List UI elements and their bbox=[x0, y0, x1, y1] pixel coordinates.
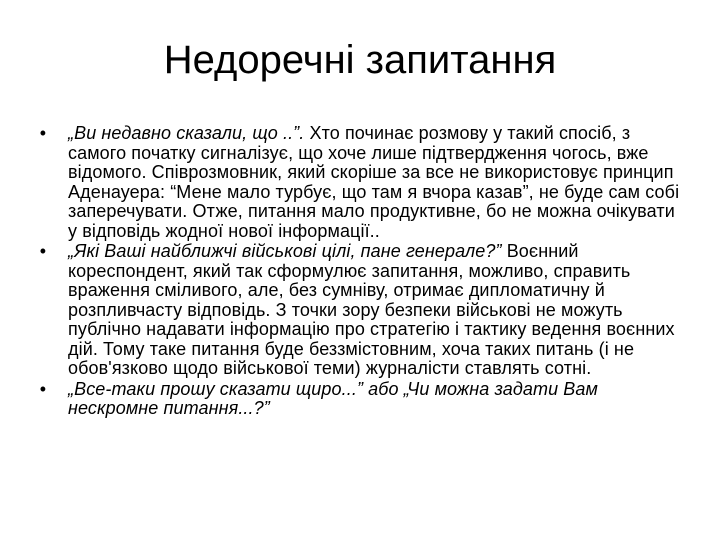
bullet-icon: • bbox=[39, 123, 47, 143]
bullet-italic-text: „Які Ваші найближчі військові цілі, пане генерале?” bbox=[68, 241, 502, 261]
bullet-italic-text: „Ви недавно сказали, що ..”. bbox=[68, 123, 305, 143]
bullet-text: Хто починає розмову у такий спосіб, з самого початку сигналізує, що хоче лише підтвердження чогось, вже відомого. Співрозмовник, який скоріше за все не використовує принцип Аденауера: “Мене мало турбує, що там я вчора казав”, не буде сам собі заперечувати. Отже, питання мало продуктивне, бо не можна очікувати у відповідь жодної нової інформації.. bbox=[68, 123, 680, 241]
bullet-icon: • bbox=[39, 378, 47, 399]
bullet-item bbox=[36, 242, 684, 379]
bullet-italic-text: „Все-таки прошу сказати щиро...” або „Чи можна задати Вам нескромне питання...?” bbox=[68, 378, 598, 418]
bullet-list bbox=[36, 124, 684, 420]
bullet-icon: • bbox=[39, 241, 47, 261]
bullet-text: Воєнний кореспондент, який так сформулює запитання, можливо, справить враження сміливого, але, без сумніву, отримає дипломатичну й розпливчасту відповідь. З точки зору безпеки військові не можуть публічно надавати інформацію про стратегію і тактику ведення воєнних дій. Тому таке питання буде беззмістовним, хоча таких питань (і не обов'язково щодо військової теми) журналісти ставлять сотні. bbox=[68, 241, 675, 378]
bullet-item bbox=[36, 124, 684, 241]
slide-title: Недоречні запитання bbox=[163, 38, 557, 82]
bullet-item bbox=[36, 380, 684, 419]
